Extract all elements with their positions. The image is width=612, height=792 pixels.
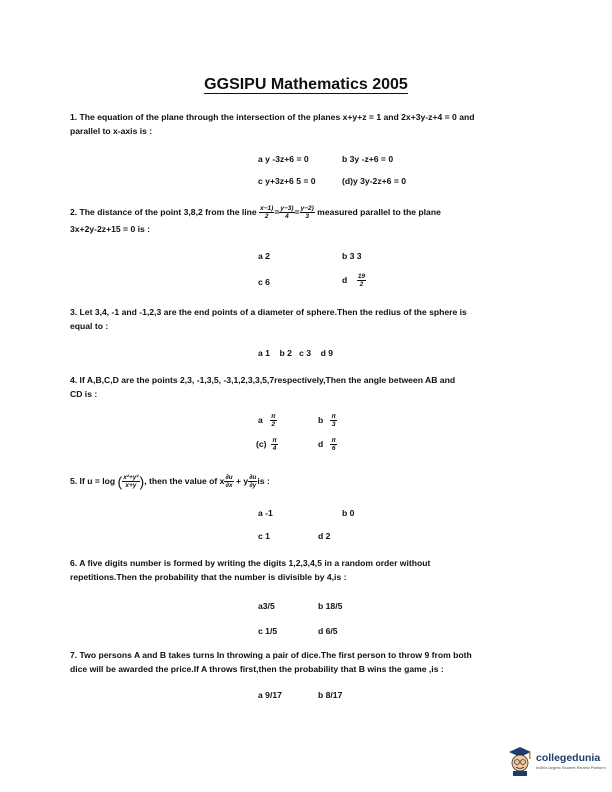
collegedunia-logo-text: collegedunia [536, 752, 601, 764]
q5-partial-y: $\frac{\partial u}{\partial y}$ [249, 474, 257, 490]
q6-option-b: b 18/5 [318, 601, 343, 611]
q5-option-c: c 1 [258, 531, 270, 541]
q4-option-c-fraction: $\frac{\pi}{4}$ [272, 437, 277, 452]
q6-option-a: a3/5 [258, 601, 275, 611]
q7-text-line2: dice will be awarded the price.If A throws first,then the probability that B wins the game ,is : [70, 664, 444, 674]
q4-text-line2: CD is : [70, 389, 98, 399]
q1-option-a: a y -3z+6 = 0 [258, 154, 309, 164]
q1-text-line1: 1. The equation of the plane through the intersection of the planes x+y+z = 1 and 2x+3y-z+4 = 0 and [70, 112, 475, 122]
q2-option-b: b 3 3 [342, 251, 362, 261]
q5-text: 5. If u = log ( $\frac{\text{x²+y²}}{x+y}$ ), then the value of x $\frac{\partial u}{\partial x}$ + y $\frac{\partial u}{\partial y}$ is : [70, 473, 270, 490]
q4-option-c: (c) $\frac{\pi}{4}$ [256, 437, 277, 452]
collegedunia-mascot-icon [505, 744, 535, 776]
q2-option-d-fraction: $\frac{19}{2}$ [357, 273, 366, 288]
q2-option-d: d $\frac{19}{2}$ [342, 273, 366, 288]
q7-option-b: b 8/17 [318, 690, 343, 700]
q7-text-line1: 7. Two persons A and B takes turns In throwing a pair of dice.The first person to throw 9 from both [70, 650, 472, 660]
q5-option-b: b 0 [342, 508, 355, 518]
q5-log-fraction: $\frac{\text{x²+y²}}{x+y}$ [123, 474, 139, 490]
q2-suffix: measured parallel to the plane [317, 207, 441, 217]
q4-option-b: b $\frac{\pi}{3}$ [318, 413, 337, 428]
q2-fraction-3: $\frac{y-2)}{3}$ [300, 205, 314, 221]
page-title: GGSIPU Mathematics 2005 [204, 76, 408, 93]
q4-text-line1: 4. If A,B,C,D are the points 2,3, -1,3,5, -3,1,2,3,3,5,7respectively,Then the angle between AB and [70, 375, 456, 385]
q4-option-d-fraction: $\frac{\pi}{6}$ [331, 437, 337, 452]
q7-option-a: a 9/17 [258, 690, 282, 700]
q1-option-c: c y+3z+6 5 = 0 [258, 176, 316, 186]
q4-option-a: a $\frac{\pi}{2}$ [258, 413, 276, 428]
q2-fraction-2: $\frac{y-3)}{4}$ [280, 205, 294, 221]
q1-option-b: b 3y -z+6 = 0 [342, 154, 394, 164]
q2-fraction-1: $\frac{x-1)}{2}$ [260, 205, 274, 221]
q6-text-line1: 6. A five digits number is formed by writing the digits 1,2,3,4,5 in a random order without [70, 558, 431, 568]
q6-option-d: d 6/5 [318, 626, 338, 636]
q5-option-d: d 2 [318, 531, 331, 541]
q1-option-d: (d)y 3y-2z+6 = 0 [342, 176, 407, 186]
q2-text-line2: 3x+2y-2z+15 = 0 is : [70, 224, 151, 234]
q4-option-b-fraction: $\frac{\pi}{3}$ [331, 413, 337, 428]
q3-options: a 1 b 2 c 3 d 9 [258, 348, 333, 358]
q6-text-line2: repetitions.Then the probability that the number is divisible by 4,is : [70, 572, 347, 582]
q4-option-d: d $\frac{\pi}{6}$ [318, 437, 337, 452]
q2-option-a: a 2 [258, 251, 270, 261]
q2-prefix: 2. The distance of the point 3,8,2 from the line [70, 207, 257, 217]
q2-text-line1: 2. The distance of the point 3,8,2 from the line $\frac{x-1)}{2}$ = $\frac{y-3)}{4}$ = $\frac{y-2)}{3}$ measured parallel to the plane [70, 205, 441, 221]
q3-text-line1: 3. Let 3,4, -1 and -1,2,3 are the end points of a diameter of sphere.Then the redius of the sphere is [70, 307, 467, 317]
q4-option-a-fraction: $\frac{\pi}{2}$ [270, 413, 276, 428]
collegedunia-tagline: India's largest Student Review Platform [536, 765, 606, 770]
q2-option-c: c 6 [258, 277, 270, 287]
q5-option-a: a -1 [258, 508, 273, 518]
q6-option-c: c 1/5 [258, 626, 278, 636]
q5-partial-x: $\frac{\partial u}{\partial x}$ [225, 474, 233, 490]
q3-text-line2: equal to : [70, 321, 109, 331]
q1-text-line2: parallel to x-axis is : [70, 126, 153, 136]
